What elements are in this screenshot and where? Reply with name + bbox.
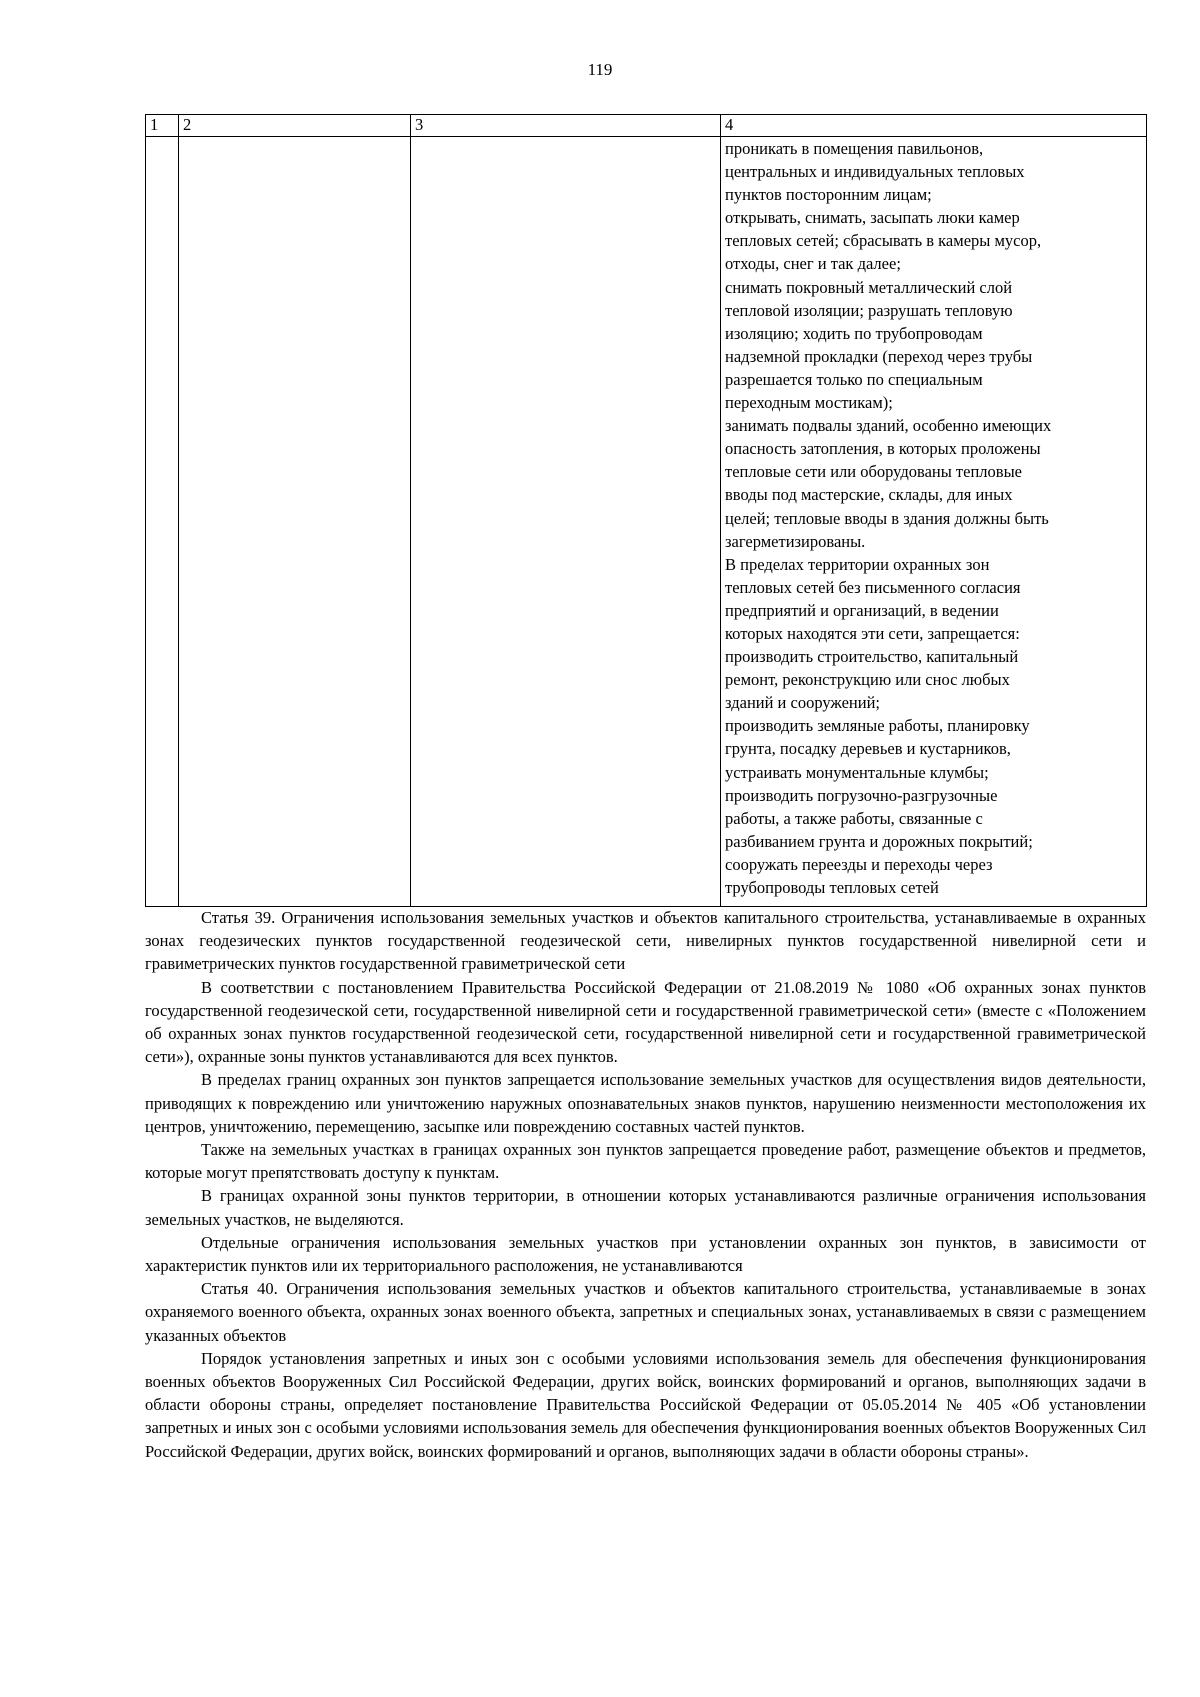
table-header-cell: 1 [146,115,179,137]
restriction-line: устраивать монументальные клумбы; [725,762,989,782]
restriction-line: открывать, снимать, засыпать люки камер [725,208,1020,228]
table-header-cell: 2 [179,115,411,137]
article-40-heading: Статья 40. Ограничения использования земельных участков и объектов капитального строительства, устанавливаемые в зонах охраняемого военного объекта, охранных зонах военного объекта, запретных и специальных зонах, устанавливаемых в связи с размещением указанных объектов [145,1279,1146,1345]
restriction-line: производить строительство, капитальный [725,647,1019,667]
paragraph: В границах охранной зоны пунктов территории, в отношении которых устанавливаются различные ограничения использования земельных участков, не выделяются. [145,1186,1146,1229]
page-number: 119 [587,60,613,79]
restriction-line: грунта, посадку деревьев и кустарников, [725,739,1011,759]
restriction-line: занимать подвалы зданий, особенно имеющих [725,416,1052,436]
table-row [146,137,1147,907]
paragraph: Также на земельных участках в границах охранных зон пунктов запрещается проведение работ, размещение объектов и предметов, которые могут препятствовать доступу к пунктам. [145,1140,1146,1183]
paragraph: В соответствии с постановлением Правительства Российской Федерации от 21.08.2019 № 1080 «Об охранных зонах пунктов государственной геодезической сети, государственной нивелирной сети и государственной гравиметрической сети» (вместе с «Положением об охранных зонах пунктов государственной геодезической сети, государственной нивелирной сети и государственной гравиметрической сети»), охранные зоны пунктов устанавливаются для всех пунктов. [145,977,1146,1067]
restriction-line: тепловых сетей; сбрасывать в камеры мусор, [725,231,1042,251]
document-body [145,906,1146,1463]
restriction-line: целей; тепловые вводы в здания должны быть [725,508,1049,528]
paragraph: Порядок установления запретных и иных зон с особыми условиями использования земель для обеспечения функционирования военных объектов Вооруженных Сил Российской Федерации, других войск, воинских формирований и органов, выполняющих задачи в области обороны страны, определяет постановление Правительства Российской Федерации от 05.05.2014 № 405 «Об установлении запретных и иных зон с особыми условиями использования земель для обеспечения функционирования военных объектов Вооруженных Сил Российской Федерации, других войск, воинских формирований и органов, выполняющих задачи в области обороны страны». [145,1348,1146,1461]
restriction-line: производить земляные работы, планировку [725,716,1030,736]
restriction-line: работы, а также работы, связанные с [725,808,983,828]
restriction-line: опасность затопления, в которых проложены [725,439,1041,459]
paragraph: В пределах границ охранных зон пунктов запрещается использование земельных участков для осуществления видов деятельности, приводящих к повреждению или уничтожению наружных опознавательных знаков пунктов, нарушению неизменности местоположения их центров, уничтожению, перемещению, засыпке или повреждению составных частей пунктов. [145,1070,1146,1136]
restriction-line: вводы под мастерские, склады, для иных [725,485,1013,505]
restriction-line: сооружать переезды и переходы через [725,854,993,874]
restriction-line: тепловых сетей без письменного согласия [725,577,1021,597]
restriction-line: тепловые сети или оборудованы тепловые [725,462,1022,482]
restriction-line: изоляцию; ходить по трубопроводам [725,323,983,343]
table-header-cell: 3 [411,115,721,137]
restriction-line: В пределах территории охранных зон [725,554,990,574]
restriction-line: снимать покровный металлический слой [725,277,1013,297]
table-header-row [146,115,1147,137]
table-cell-col1 [146,137,179,907]
restriction-line: предприятий и организаций, в ведении [725,600,999,620]
table-cell-col3 [411,137,721,907]
restriction-line: надземной прокладки (переход через трубы [725,346,1033,366]
restriction-line: проникать в помещения павильонов, [725,139,984,158]
restriction-line: которых находятся эти сети, запрещается: [725,623,1020,643]
paragraph: Отдельные ограничения использования земельных участков при установлении охранных зон пунктов, в зависимости от характеристик пунктов или их территориального расположения, не устанавливаются [145,1232,1146,1276]
restriction-line: переходным мостикам); [725,393,893,413]
restriction-line: разбиванием грунта и дорожных покрытий; [725,831,1033,851]
restriction-line: отходы, снег и так далее; [725,254,901,274]
restriction-line: трубопроводы тепловых сетей [725,878,939,897]
table-cell-col2 [179,137,411,907]
restriction-line: центральных и индивидуальных тепловых [725,162,1025,182]
article-39-heading: Статья 39. Ограничения использования земельных участков и объектов капитального строительства, устанавливаемые в охранных зонах геодезических пунктов государственной геодезической сети, нивелирных пунктов государственной нивелирной сети и гравиметрических пунктов государственной гравиметрической сети [145,908,1146,974]
table-cell-restrictions [721,137,1147,907]
restriction-line: зданий и сооружений; [725,693,880,713]
restriction-line: тепловой изоляции; разрушать тепловую [725,300,1013,320]
restriction-line: загерметизированы. [725,531,866,551]
table-header-cell: 4 [721,115,1147,137]
restrictions-table [145,114,1147,907]
restriction-line: разрешается только по специальным [725,369,983,389]
restriction-line: производить погрузочно-разгрузочные [725,785,998,805]
restriction-line: пунктов посторонним лицам; [725,185,932,205]
restriction-line: ремонт, реконструкцию или снос любых [725,670,1010,690]
